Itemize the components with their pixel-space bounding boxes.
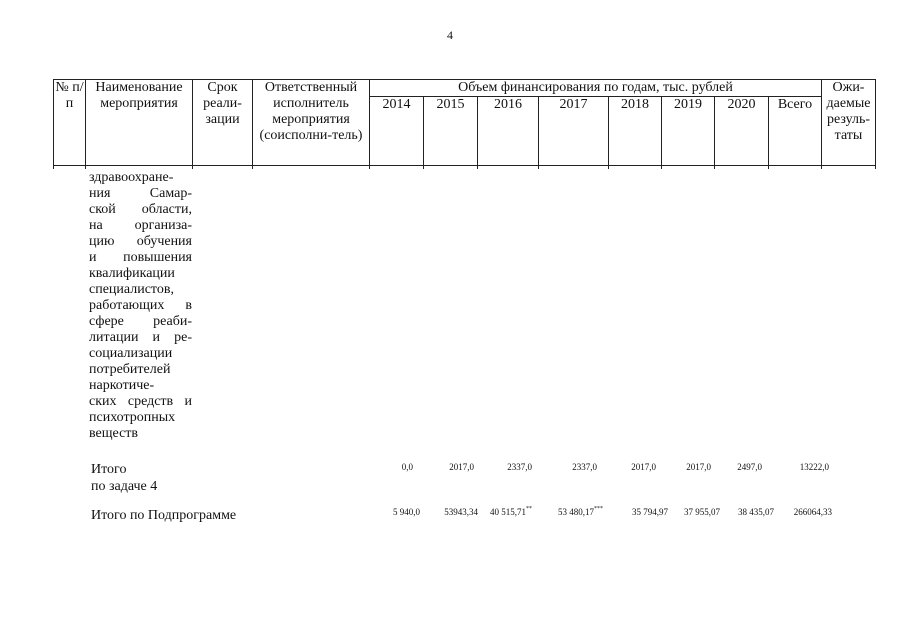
subprogram-total-2015: 53943,34 (444, 507, 478, 517)
subprogram-total-2017-value: 53 480,17 (558, 507, 594, 517)
task-total-2019: 2017,0 (686, 462, 711, 472)
table-divider (252, 165, 253, 169)
subprogram-total-label: Итого по Подпрограмме (91, 508, 237, 523)
table-divider (821, 165, 822, 169)
subprogram-total-2016 (462, 507, 532, 517)
description-line: на организа- (89, 218, 192, 233)
footnote-mark: *** (594, 506, 603, 512)
table-divider (85, 165, 86, 169)
subprogram-total-2014: 5 940,0 (393, 507, 420, 517)
table-divider (661, 165, 662, 169)
header-num: № п/п (54, 80, 86, 166)
subprogram-total-2016-value: 40 515,71 (490, 507, 526, 517)
subprogram-total-2020: 38 435,07 (738, 507, 774, 517)
table-divider (369, 165, 370, 169)
description-line: ской области, (89, 202, 192, 217)
table-divider (714, 165, 715, 169)
table-header (53, 79, 876, 166)
description-line: квалификации (89, 266, 175, 281)
task-total-label-line1: Итого (91, 462, 127, 477)
table-divider (608, 165, 609, 169)
header-year-2020: 2020 (715, 97, 769, 166)
table-divider (53, 165, 54, 169)
table-divider (538, 165, 539, 169)
subprogram-total-2019: 37 955,07 (684, 507, 720, 517)
description-line: психотропных (89, 410, 176, 425)
task-total-2014: 0,0 (401, 462, 413, 472)
subprogram-total-all: 266064,33 (793, 507, 832, 517)
header-responsible: Ответственный исполнитель мероприятия (соисполни-тель) (253, 80, 370, 166)
description-line: веществ (89, 426, 139, 441)
table-divider (477, 165, 478, 169)
description-line: сфере реаби- (89, 314, 192, 329)
description-line: работающих в (89, 298, 192, 313)
header-year-2018: 2018 (609, 97, 662, 166)
task-total-all: 13222,0 (799, 462, 829, 472)
task-total-2016: 2337,0 (507, 462, 532, 472)
task-total-2015: 2017,0 (449, 462, 474, 472)
header-year-2015: 2015 (424, 97, 478, 166)
footnote-mark: ** (526, 506, 532, 512)
subprogram-total-2018: 35 794,97 (632, 507, 668, 517)
header-term: Срок реали-зации (193, 80, 253, 166)
page-number: 4 (447, 28, 453, 42)
header-name: Наименование мероприятия (86, 80, 193, 166)
header-financing-title: Объем финансирования по годам, тыс. рублей (370, 80, 822, 97)
header-year-2019: 2019 (662, 97, 715, 166)
header-total: Всего (769, 97, 822, 166)
description-line: социализации (89, 346, 173, 361)
description-line: и повышения (89, 250, 192, 265)
subprogram-total-2017 (533, 507, 603, 517)
table-divider (192, 165, 193, 169)
task-total-label-line2: по задаче 4 (91, 479, 158, 494)
header-year-2017: 2017 (539, 97, 609, 166)
description-line: ния Самар- (89, 186, 192, 201)
header-year-2016: 2016 (478, 97, 539, 166)
table-divider (768, 165, 769, 169)
measure-description (89, 170, 192, 442)
table-divider (423, 165, 424, 169)
description-line: ских средств и (89, 394, 192, 409)
task-total-2020: 2497,0 (737, 462, 762, 472)
header-year-2014: 2014 (370, 97, 424, 166)
task-total-2018: 2017,0 (631, 462, 656, 472)
description-line: цию обучения (89, 234, 192, 249)
description-line: специалистов, (89, 282, 174, 297)
task-total-2017: 2337,0 (572, 462, 597, 472)
description-line: здравоохране- (89, 170, 174, 185)
description-line: потребителей (89, 362, 171, 377)
table-divider (875, 165, 876, 169)
description-line: литации и ре- (89, 330, 192, 345)
header-expected: Ожи-даемые резуль-таты (822, 80, 876, 166)
description-line: наркотиче- (89, 378, 155, 393)
